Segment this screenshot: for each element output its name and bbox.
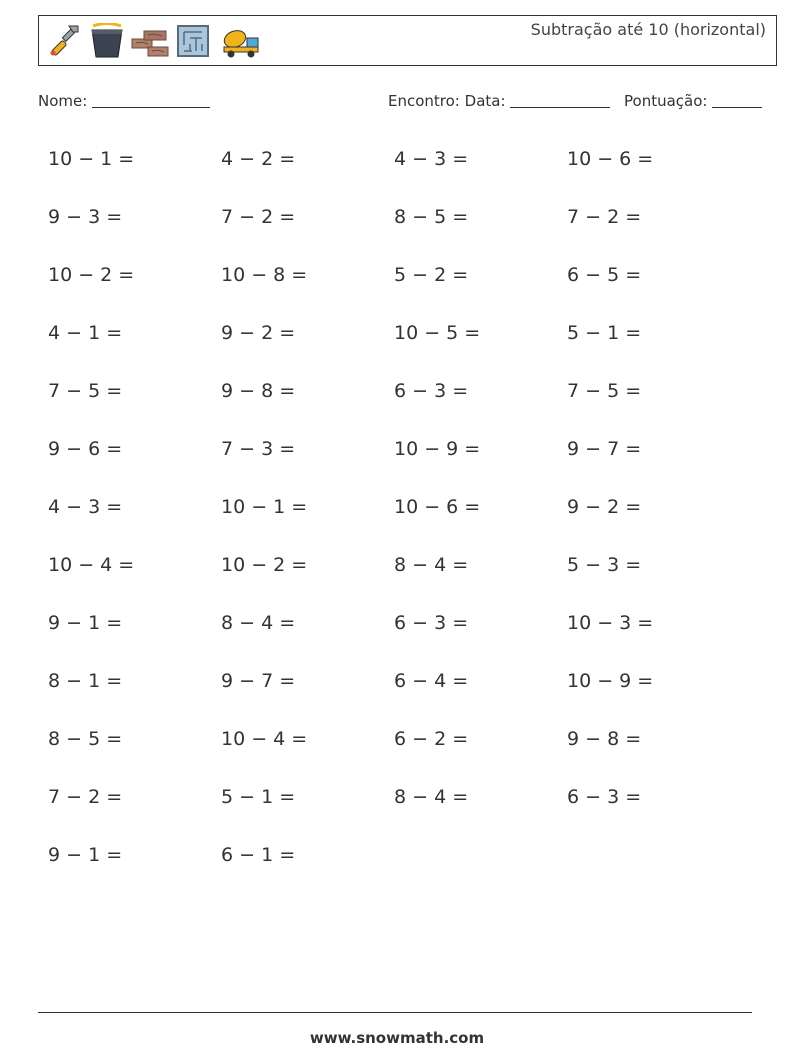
problem-r4-c2: 9 − 2 = (221, 322, 296, 344)
score-blank[interactable] (712, 107, 762, 108)
problem-r11-c2: 10 − 4 = (221, 728, 308, 750)
problem-r1-c4: 10 − 6 = (567, 148, 654, 170)
problem-r7-c2: 10 − 1 = (221, 496, 308, 518)
problem-r6-c1: 9 − 6 = (48, 438, 123, 460)
problem-r12-c3: 8 − 4 = (394, 786, 469, 808)
problem-r2-c4: 7 − 2 = (567, 206, 642, 228)
maze-icon (172, 23, 212, 59)
name-blank[interactable] (92, 107, 210, 108)
date-label: Data: (464, 92, 506, 110)
problem-r4-c3: 10 − 5 = (394, 322, 481, 344)
bucket-icon (87, 23, 127, 59)
problem-r3-c2: 10 − 8 = (221, 264, 308, 286)
problem-r11-c1: 8 − 5 = (48, 728, 123, 750)
problem-r1-c2: 4 − 2 = (221, 148, 296, 170)
score-field (624, 92, 762, 110)
problem-r9-c4: 10 − 3 = (567, 612, 654, 634)
problem-r10-c4: 10 − 9 = (567, 670, 654, 692)
problem-r7-c3: 10 − 6 = (394, 496, 481, 518)
problem-r2-c3: 8 − 5 = (394, 206, 469, 228)
problem-r5-c2: 9 − 8 = (221, 380, 296, 402)
problem-r4-c4: 5 − 1 = (567, 322, 642, 344)
lumber-icon (130, 23, 170, 59)
problem-r6-c4: 9 − 7 = (567, 438, 642, 460)
worksheet-title: Subtração até 10 (horizontal) (530, 20, 766, 39)
footer-divider (38, 1012, 752, 1013)
problem-r12-c4: 6 − 3 = (567, 786, 642, 808)
problem-r7-c1: 4 − 3 = (48, 496, 123, 518)
problem-r4-c1: 4 − 1 = (48, 322, 123, 344)
name-field (38, 92, 210, 110)
problem-r7-c4: 9 − 2 = (567, 496, 642, 518)
problem-r13-c1: 9 − 1 = (48, 844, 123, 866)
problem-r13-c2: 6 − 1 = (221, 844, 296, 866)
name-label: Nome: (38, 92, 88, 110)
problem-r8-c2: 10 − 2 = (221, 554, 308, 576)
problem-r5-c4: 7 − 5 = (567, 380, 642, 402)
header-box (38, 15, 777, 66)
problem-r9-c2: 8 − 4 = (221, 612, 296, 634)
footer-url: www.snowmath.com (309, 1029, 485, 1047)
problem-r8-c4: 5 − 3 = (567, 554, 642, 576)
problem-r3-c4: 6 − 5 = (567, 264, 642, 286)
meeting-label: Encontro: (388, 92, 460, 110)
problem-r5-c3: 6 − 3 = (394, 380, 469, 402)
problem-r9-c1: 9 − 1 = (48, 612, 123, 634)
score-label: Pontuação: (624, 92, 708, 110)
problem-r8-c3: 8 − 4 = (394, 554, 469, 576)
problem-r6-c3: 10 − 9 = (394, 438, 481, 460)
problem-r10-c3: 6 − 4 = (394, 670, 469, 692)
problem-r10-c1: 8 − 1 = (48, 670, 123, 692)
problem-r5-c1: 7 − 5 = (48, 380, 123, 402)
problem-r12-c2: 5 − 1 = (221, 786, 296, 808)
date-blank[interactable] (510, 107, 610, 108)
problem-r11-c4: 9 − 8 = (567, 728, 642, 750)
problem-r8-c1: 10 − 4 = (48, 554, 135, 576)
problem-r2-c2: 7 − 2 = (221, 206, 296, 228)
problem-r3-c3: 5 − 2 = (394, 264, 469, 286)
problem-r1-c1: 10 − 1 = (48, 148, 135, 170)
problem-r11-c3: 6 − 2 = (394, 728, 469, 750)
problem-r9-c3: 6 − 3 = (394, 612, 469, 634)
problem-r10-c2: 9 − 7 = (221, 670, 296, 692)
problem-r1-c3: 4 − 3 = (394, 148, 469, 170)
cement-mixer-truck-icon (221, 23, 261, 59)
wrench-icon (45, 23, 85, 59)
problem-r2-c1: 9 − 3 = (48, 206, 123, 228)
problem-r6-c2: 7 − 3 = (221, 438, 296, 460)
meeting-date-field (388, 92, 610, 110)
problem-r3-c1: 10 − 2 = (48, 264, 135, 286)
problem-r12-c1: 7 − 2 = (48, 786, 123, 808)
